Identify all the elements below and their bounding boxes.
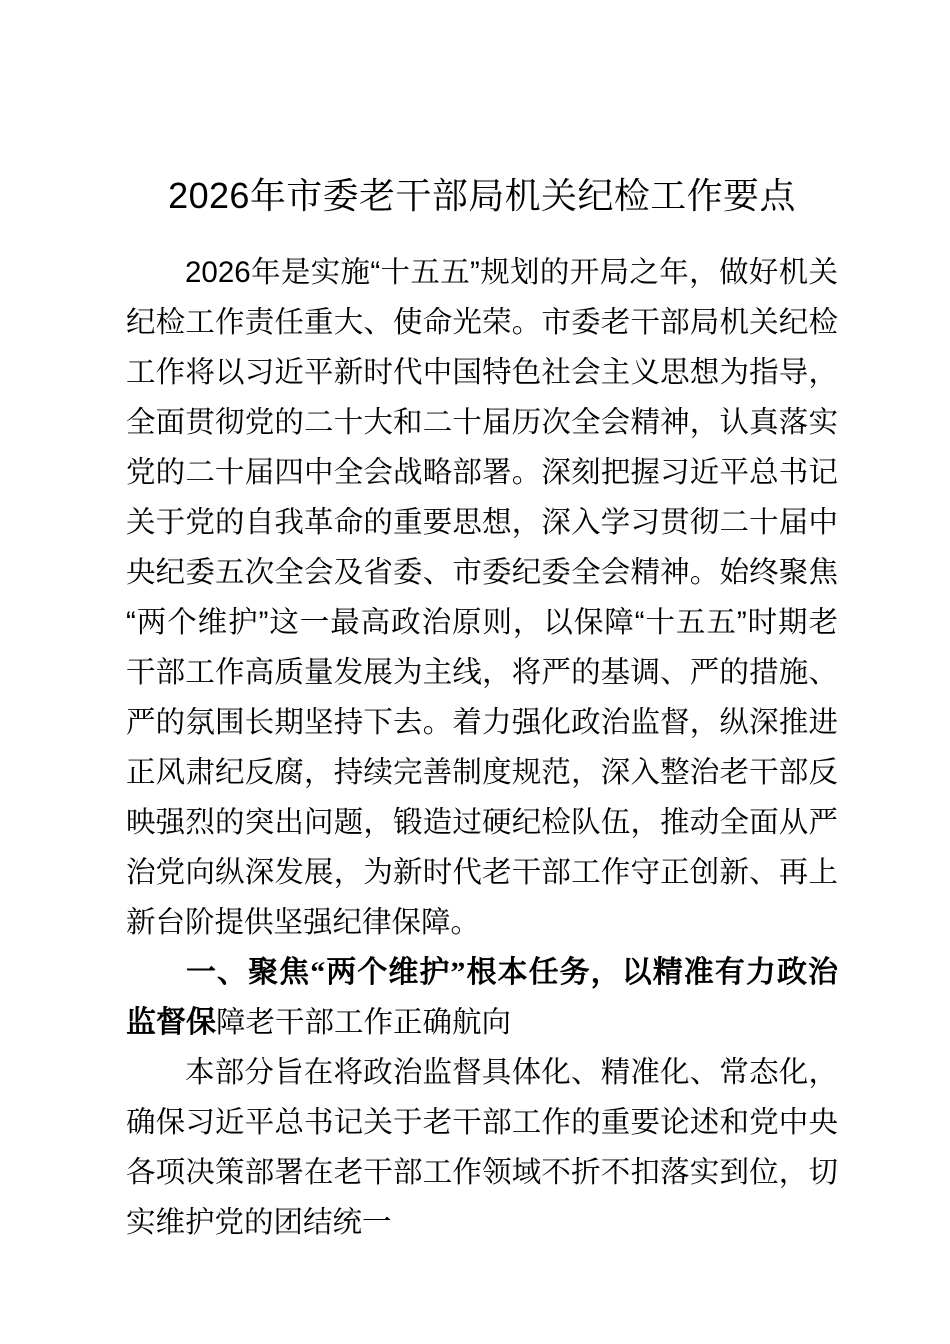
section-heading-lead: 一、聚焦“两个维护”根本任务，以精准有力政治监督保 [126, 956, 838, 1039]
paragraph-section-1-body: 本部分旨在将政治监督具体化、精准化、常态化，确保习近平总书记关于老干部工作的重要论述和党中央各项决策部署在老干部工作领域不折不扣落实到位，切实维护党的团结统一 [126, 1056, 838, 1239]
paragraph-intro: 2026年是实施“十五五”规划的开局之年，做好机关纪检工作责任重大、使命光荣。市委老干部局机关纪检工作将以习近平新时代中国特色社会主义思想为指导，全面贯彻党的二十大和二十届历次全会精神，认真落实党的二十届四中全会战略部署。深刻把握习近平总书记关于党的自我革命的重要思想，深入学习贯彻二十届中央纪委五次全会及省委、市委纪委全会精神。始终聚焦“两个维护”这一最高政治原则，以保障“十五五”时期老干部工作高质量发展为主线，将严的基调、严的措施、严的氛围长期坚持下去。着力强化政治监督，纵深推进正风肃纪反腐，持续完善制度规范，深入整治老干部反映强烈的突出问题，锻造过硬纪检队伍，推动全面从严治党向纵深发展，为新时代老干部工作守正创新、再上新台阶提供坚强纪律保障。 [126, 256, 838, 939]
section-heading-tail: 障老干部工作正确航向 [216, 1006, 512, 1039]
section-heading-1 [126, 948, 838, 1048]
document-title-block [126, 173, 838, 219]
page-title: 2026年市委老干部局机关纪检工作要点 [168, 175, 796, 216]
document-body [126, 248, 838, 1248]
